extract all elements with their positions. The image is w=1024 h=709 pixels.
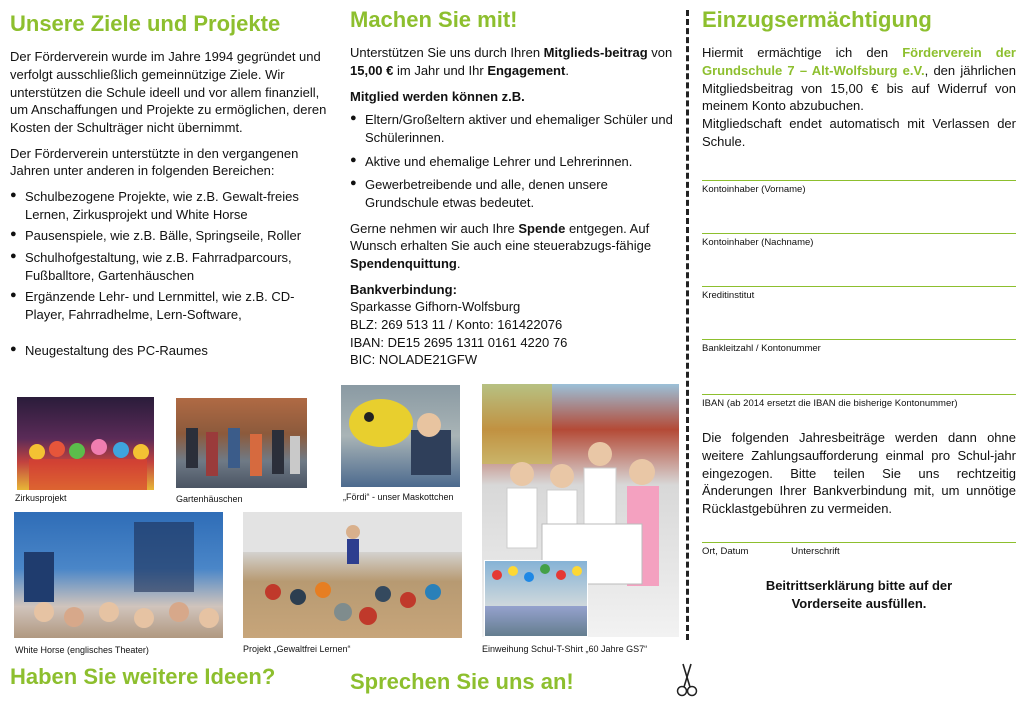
bank-line: IBAN: DE15 2695 1311 0161 4220 76 — [350, 334, 568, 350]
mandate-paragraph-2: Mitgliedschaft endet automatisch mit Verlassen der Schule. — [702, 115, 1016, 149]
field-label: Kreditinstitut — [702, 290, 755, 302]
bank-heading: Bankverbindung: — [350, 281, 457, 297]
donation-paragraph: Gerne nehmen wir auch Ihre Spende entgegen. Auf Wunsch erhalten Sie auch eine steuerabzugs-fähige Spendenquittung. — [350, 220, 652, 272]
field-label: Unterschrift — [791, 545, 840, 557]
photo-caption: White Horse (englisches Theater) — [15, 645, 149, 655]
photo-caption: Projekt „Gewaltfrei Lernen“ — [243, 644, 351, 654]
bank-line: BLZ: 269 513 11 / Konto: 161422076 — [350, 317, 563, 333]
form-field-firstname[interactable] — [702, 180, 1016, 195]
goals-list — [10, 188, 332, 359]
mascot-image — [341, 385, 460, 487]
members-heading: Mitglied werden können z.B. — [350, 88, 525, 104]
bank-line: Sparkasse Gifhorn-Wolfsburg — [350, 299, 521, 315]
photo-caption: Einweihung Schul-T-Shirt „60 Jahre GS7“ — [482, 644, 648, 654]
field-label: Kontoinhaber (Vorname) — [702, 184, 806, 196]
photo-white-horse — [14, 512, 223, 638]
photo-caption: „Fördi“ - unser Maskottchen — [343, 492, 454, 502]
list-item: ● Pausenspiele, wie z.B. Bälle, Springseile, Roller — [10, 227, 332, 245]
members-list — [350, 111, 675, 211]
goals-paragraph-1: Der Förderverein wurde im Jahre 1994 gegründet und verfolgt ausschließlich gemeinnützige Ziele. Wir unterstützen die Schule ideell und vor allem finanziell, um Anschaffungen und Projekte zu ermöglichen, deren Kosten der Schulträger nicht übernimmt. — [10, 49, 327, 135]
form-field-signature[interactable] — [702, 542, 1016, 557]
form-field-lastname[interactable] — [702, 233, 1016, 248]
list-item: ● Ergänzende Lehr- und Lernmittel, wie z.B. CD-Player, Fahrradhelme, Lern-Software, — [10, 288, 332, 323]
column-mandate — [702, 0, 1016, 613]
photo-gewaltfrei — [243, 512, 462, 638]
join-title: Machen Sie mit! — [350, 7, 518, 32]
field-label: Bankleitzahl / Kontonummer — [702, 343, 821, 355]
list-item: ● Aktive und ehemalige Lehrer und Lehrerinnen. — [350, 153, 675, 171]
gym-project-image — [243, 512, 462, 638]
signup-note: Beitrittserklärung bitte auf der Vorderseite ausfüllen. — [765, 577, 953, 611]
bank-line: BIC: NOLADE21GFW — [350, 352, 478, 368]
photo-caption: Zirkusprojekt — [15, 493, 67, 503]
list-item: ● Eltern/Großeltern aktiver und ehemaliger Schüler und Schülerinnen. — [350, 111, 675, 146]
list-item: ● Schulbezogene Projekte, wie z.B. Gewalt-freies Lernen, Zirkusprojekt und White Horse — [10, 188, 332, 223]
scissors-icon — [676, 662, 698, 698]
photo-garden-house — [176, 398, 307, 488]
list-item: ● Gewerbetreibende und alle, denen unsere Grundschule etwas bedeutet. — [350, 176, 675, 211]
form-field-bank[interactable] — [702, 286, 1016, 301]
mandate-title: Einzugsermächtigung — [702, 7, 932, 32]
form-field-iban[interactable] — [702, 394, 1016, 409]
field-label: Ort, Datum — [702, 545, 749, 557]
field-label: Kontoinhaber (Nachname) — [702, 237, 814, 249]
list-item: ● Neugestaltung des PC-Raumes — [10, 342, 332, 360]
mandate-paragraph-3: Die folgenden Jahresbeiträge werden dann ohne weitere Zahlungsaufforderung einmal pro Schul-jahr eingezogen. Bitte teilen Sie uns rechtzeitig Änderungen Ihrer Bankverbindung mit, um unnötige Rücklastgebühren zu vermeiden. — [702, 430, 1016, 517]
column-goals — [10, 0, 332, 359]
photo-circus — [17, 397, 154, 490]
column-join — [350, 0, 675, 369]
cut-line — [686, 10, 689, 640]
list-item: ● Schulhofgestaltung, wie z.B. Fahrradparcours, Fußballtore, Gartenhäuschen — [10, 249, 332, 284]
field-label: IBAN (ab 2014 ersetzt die IBAN die bisherige Kontonummer) — [702, 398, 958, 410]
garden-house-image — [176, 398, 307, 488]
white-horse-image — [14, 512, 223, 638]
photo-mascot — [341, 385, 460, 487]
circus-image — [17, 397, 154, 490]
photo-balloons — [484, 560, 588, 637]
mandate-paragraph-1: Hiermit ermächtige ich den Förderverein der Grundschule 7 – Alt-Wolfsburg e.V., den jährlichen Mitgliedsbeitrag von 15,00 € bis auf Widerruf von meinem Konto abzubuchen. — [702, 45, 1016, 114]
goals-title: Unsere Ziele und Projekte — [10, 11, 281, 36]
goals-paragraph-2: Der Förderverein unterstützte in den vergangenen Jahren unter anderen in folgenden Bereichen: — [10, 145, 299, 179]
balloons-image — [485, 561, 587, 636]
photo-caption: Gartenhäuschen — [176, 494, 243, 504]
ideas-title: Haben Sie weitere Ideen? — [10, 664, 276, 689]
form-field-account[interactable] — [702, 339, 1016, 354]
contact-title: Sprechen Sie uns an! — [350, 669, 574, 694]
join-paragraph-1: Unterstützen Sie uns durch Ihren Mitglieds-beitrag von 15,00 € im Jahr und Ihr Engagement. — [350, 45, 673, 78]
